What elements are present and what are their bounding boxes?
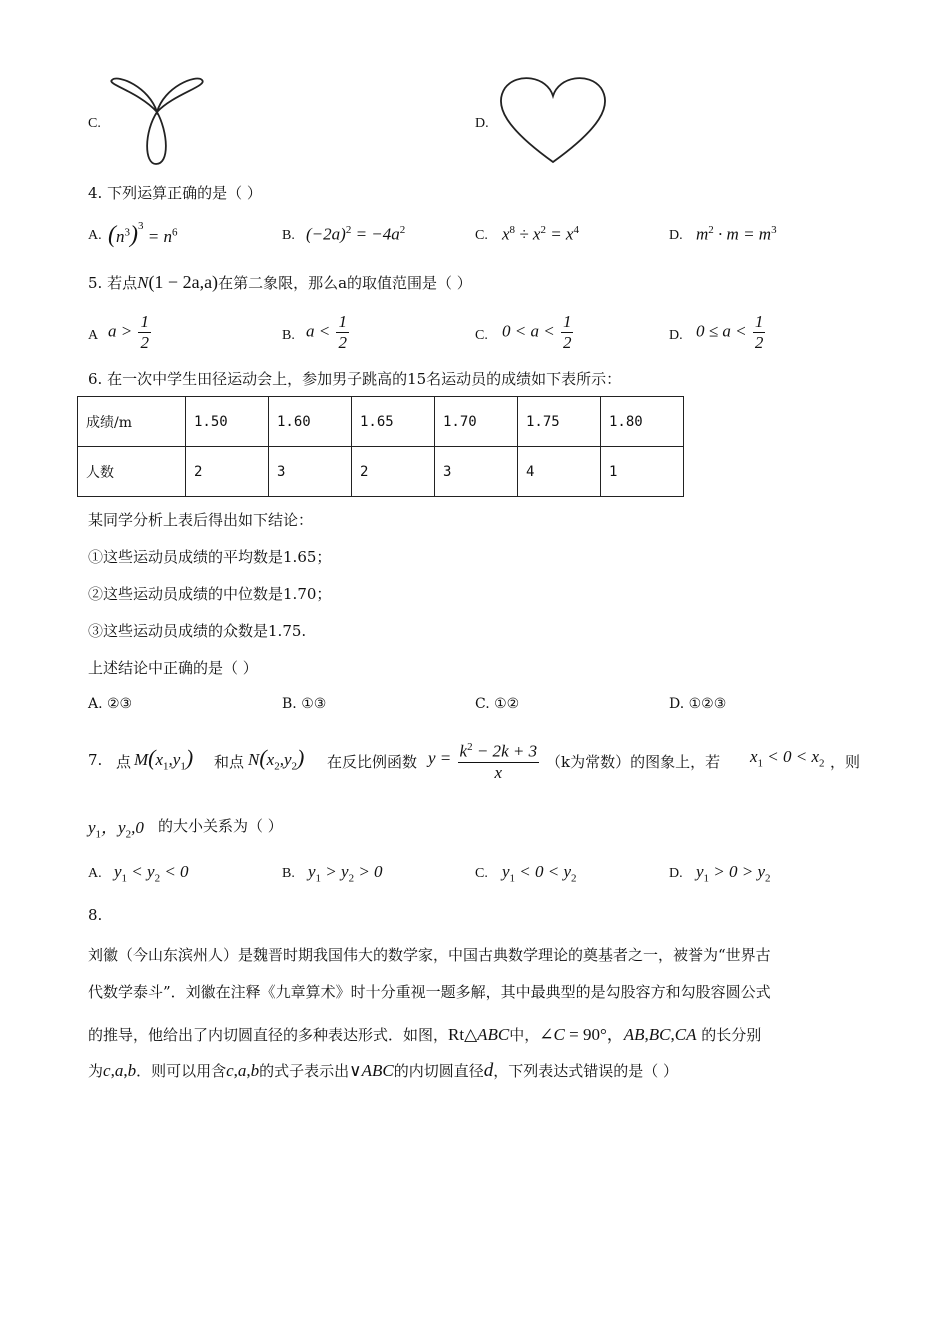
q7-option-c-label: C. <box>475 866 488 881</box>
q4-option-b-label: B. <box>282 228 295 243</box>
q7-option-a-formula: $y_1 < y_2 < 0$ <box>114 862 189 885</box>
q6-conclusion-3: ③这些运动员成绩的众数是1.75. <box>88 622 307 640</box>
q7-text-on: 在反比例函数 <box>327 753 418 771</box>
q6-option-d: D. ①②③ <box>669 696 727 712</box>
q7-condition: $x_1 < 0 < x_2$ <box>750 747 825 770</box>
q3-option-d-label: D. <box>475 116 489 131</box>
q3-option-d-heart-figure <box>497 74 609 166</box>
q7-function-formula: y = $\frac{k^2 - 2k + 3}{x}$ <box>428 737 541 783</box>
table-cell: 2 <box>352 447 435 497</box>
q8-line-4: 为c,a,b．则可以用含c,a,b的式子表示出∨ABC的内切圆直径d，下列表达式错误的是（ ） <box>88 1060 678 1081</box>
q7-option-a-label: A. <box>88 866 102 881</box>
q7-text-const: （k为常数）的图象上，若 <box>546 753 721 771</box>
q5-option-c-label: C. <box>475 328 488 343</box>
table-cell: 3 <box>435 447 518 497</box>
q3-option-c-trefoil-figure <box>104 72 210 168</box>
q7-values: $y_1$，$y_2,0$ <box>88 818 144 841</box>
q4-option-a-formula: $(n^3)^3 = n^6$ <box>108 220 178 248</box>
q4-option-d-label: D. <box>669 228 683 243</box>
q7-point-n: $N(x_2,y_2)$ <box>248 745 305 773</box>
q7-text-and: 和点 <box>214 753 245 771</box>
table-cell: 1 <box>601 447 684 497</box>
q5-option-a-formula: a > $\frac{1}{2}$ <box>108 312 149 352</box>
q4-option-c-formula: $x^8 \div x^2 = x^4$ <box>502 224 579 244</box>
table-cell: 1.70 <box>435 397 518 447</box>
q8-line-3: 的推导，他给出了内切圆直径的多种表达形式．如图，Rt△ABC中，∠C = 90°，AB,BC,CA 的长分别 <box>88 1025 762 1044</box>
q8-line-1: 刘徽（今山东滨州人）是魏晋时期我国伟大的数学家，中国古典数学理论的奠基者之一，被誉为“世界古 <box>88 946 771 964</box>
q4-option-d-formula: $m^2 \cdot m = m^3$ <box>696 224 777 244</box>
table-cell: 1.75 <box>518 397 601 447</box>
q7-option-d-formula: $y_1 > 0 > y_2$ <box>696 862 771 885</box>
q7-number: 7. <box>88 751 103 769</box>
table-cell: 1.80 <box>601 397 684 447</box>
q6-option-c: C. ①② <box>475 696 520 712</box>
q6-question: 上述结论中正确的是（ ） <box>88 659 258 677</box>
table-cell-header-score: 成绩/m <box>78 397 186 447</box>
table-cell: 3 <box>269 447 352 497</box>
q7-text-then: ，则 <box>830 753 861 771</box>
q5-option-d-label: D. <box>669 328 683 343</box>
table-cell: 1.65 <box>352 397 435 447</box>
q6-stem: 6. 在一次中学生田径运动会上，参加男子跳高的15名运动员的成绩如下表所示： <box>88 370 622 388</box>
q5-option-c-formula: 0 < a < $\frac{1}{2}$ <box>502 312 572 352</box>
q6-conclusion-2: ②这些运动员成绩的中位数是1.70； <box>88 585 332 603</box>
q6-analysis: 某同学分析上表后得出如下结论： <box>88 511 314 529</box>
q6-score-table <box>77 396 684 497</box>
table-cell-header-count: 人数 <box>78 447 186 497</box>
q5-option-b-formula: a < $\frac{1}{2}$ <box>306 312 347 352</box>
q6-option-a: A. ②③ <box>88 696 133 712</box>
q8-number: 8. <box>88 906 103 924</box>
table-cell: 2 <box>186 447 269 497</box>
q8-line-2: 代数学泰斗”．刘徽在注释《九章算术》时十分重视一题多解，其中最典型的是勾股容方和勾股容圆公式 <box>88 983 771 1001</box>
q7-point-m: $M(x_1,y_1)$ <box>134 745 194 773</box>
q6-conclusion-1: ①这些运动员成绩的平均数是1.65； <box>88 548 332 566</box>
table-row <box>78 447 684 497</box>
q5-stem: 5. 若点N(1 − 2a,a)在第二象限，那么a的取值范围是（ ） <box>88 272 472 292</box>
table-cell: 1.50 <box>186 397 269 447</box>
q5-option-a-label: A <box>88 328 99 343</box>
table-row <box>78 397 684 447</box>
q4-option-c-label: C. <box>475 228 488 243</box>
q7-text-point: 点 <box>116 753 132 771</box>
q3-option-c-label: C. <box>88 116 101 131</box>
q5-option-d-formula: 0 ≤ a < $\frac{1}{2}$ <box>696 312 764 352</box>
q7-option-b-formula: $y_1 > y_2 > 0$ <box>308 862 383 885</box>
q4-option-b-formula: $(-2a)^2 = -4a^2$ <box>306 224 406 244</box>
table-cell: 1.60 <box>269 397 352 447</box>
table-cell: 4 <box>518 447 601 497</box>
q7-option-b-label: B. <box>282 866 295 881</box>
q7-option-c-formula: $y_1 < 0 < y_2$ <box>502 862 577 885</box>
q6-option-b: B. ①③ <box>282 696 327 712</box>
q4-stem: 4. 下列运算正确的是（ ） <box>88 184 262 202</box>
q7-text-relation: 的大小关系为（ ） <box>158 817 283 835</box>
q4-option-a-label: A. <box>88 228 102 243</box>
q7-option-d-label: D. <box>669 866 683 881</box>
q5-option-b-label: B. <box>282 328 295 343</box>
